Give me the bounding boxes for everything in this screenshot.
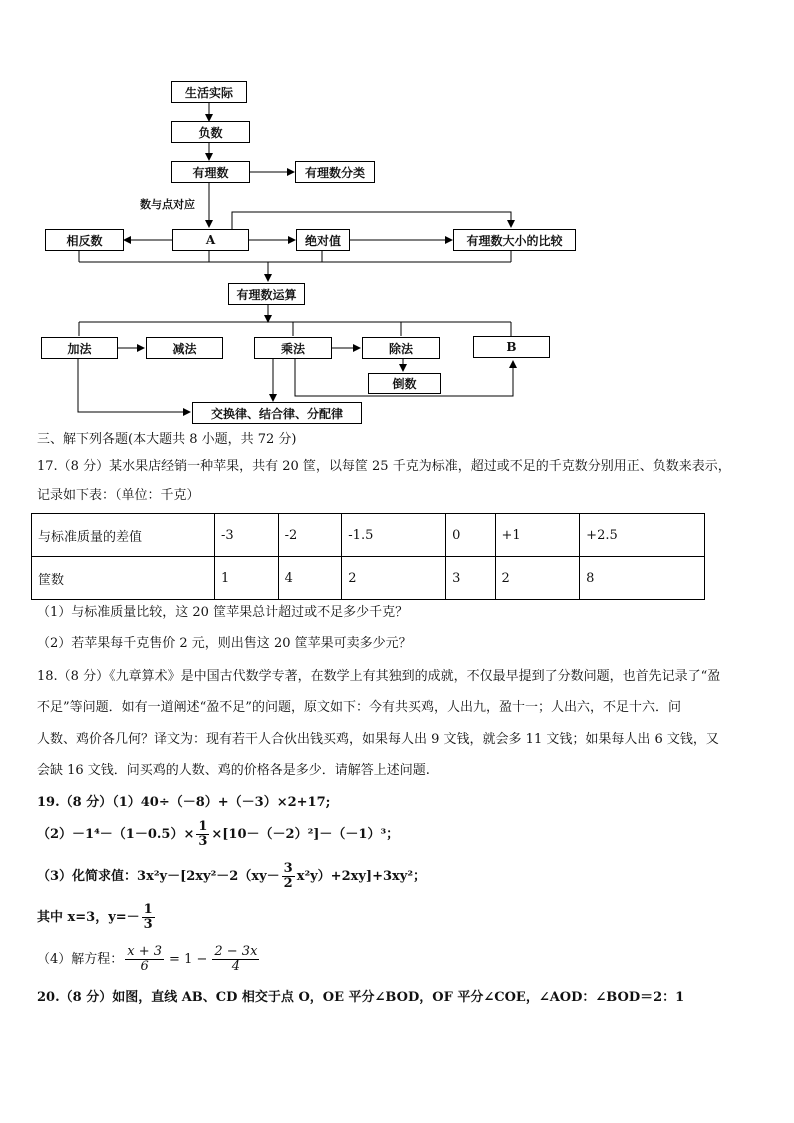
box-laws-label: 交换律、结合律、分配律: [210, 406, 343, 421]
fraction-denominator: 4: [231, 959, 241, 974]
table-cell: -2: [278, 514, 342, 557]
box-B-label: B: [506, 340, 517, 354]
table-cell: 筐数: [32, 557, 215, 600]
q19-part3-pre: （3）化简求值：3x²y－[2xy²－2（xy－: [37, 869, 280, 884]
box-divide: [362, 337, 440, 359]
fraction: [196, 820, 209, 849]
box-B: [473, 336, 550, 358]
box-divide-label: 除法: [388, 341, 413, 356]
fraction-numerator: x + 3: [127, 944, 163, 959]
box-add-label: 加法: [67, 341, 92, 356]
q19-part3-condition: [37, 903, 157, 932]
box-absolute-label: 绝对值: [304, 233, 341, 248]
box-rational-label: 有理数: [192, 165, 229, 180]
box-classification: [295, 161, 375, 183]
fraction-numerator: 3: [283, 861, 293, 876]
box-opposite: [45, 229, 124, 251]
box-multiply-label: 乘法: [280, 341, 305, 356]
fraction-numerator: 2 − 3x: [214, 944, 258, 959]
table-cell: -3: [215, 514, 279, 557]
q19-part4: [37, 945, 261, 974]
fraction-numerator: 1: [198, 819, 208, 834]
fraction-denominator: 6: [140, 959, 149, 974]
table-cell: 与标准质量的差值: [32, 514, 215, 557]
q18-line1: 18.（8 分）《九章算术》是中国古代数学专著，在数学上有其独到的成就，不仅最早提到了分数问题，也首先记录了“盈: [37, 669, 721, 684]
q18-line4: 会缺 16 文钱．问买鸡的人数、鸡的价格各是多少．请解答上述问题.: [37, 763, 430, 778]
table-cell: 8: [580, 557, 705, 600]
box-A: [172, 229, 249, 251]
table-cell: 2: [342, 557, 446, 600]
knowledge-flowchart: [0, 0, 794, 430]
q19-part2: [37, 820, 399, 849]
box-multiply: [254, 337, 332, 359]
table-cell: 3: [446, 557, 495, 600]
box-life-label: 生活实际: [184, 85, 233, 100]
q17-table: [31, 513, 705, 600]
box-opposite-label: 相反数: [66, 233, 103, 248]
box-operations-label: 有理数运算: [236, 287, 297, 302]
q19-part2-post: ×[10－（－2）²]－（－1）³；: [211, 827, 400, 842]
box-compare-label: 有理数大小的比较: [466, 233, 563, 248]
box-operations: [228, 283, 305, 305]
fraction-numerator: 1: [143, 902, 153, 917]
flowchart-connectors: [0, 0, 794, 430]
number-line-label: 数与点对应: [140, 198, 195, 211]
table-cell: 1: [215, 557, 279, 600]
box-subtract: [146, 337, 223, 359]
box-classification-label: 有理数分类: [304, 165, 365, 180]
table-cell: 0: [446, 514, 495, 557]
box-compare: [453, 229, 576, 251]
fraction-denominator: 3: [198, 834, 208, 849]
q20-stem: 20.（8 分）如图，直线 AB、CD 相交于点 O，OE 平分∠BOD，OF 平分∠COE，∠AOD：∠BOD＝2：1: [37, 990, 685, 1005]
q18-line3: 人数、鸡价各几何？译文为：现有若干人合伙出钱买鸡，如果每人出 9 文钱，就会多 11 文钱；如果每人出 6 文钱，又: [37, 732, 719, 747]
box-negative-label: 负数: [198, 125, 223, 140]
q17-sub2: （2）若苹果每千克售价 2 元，则出售这 20 筐苹果可卖多少元？: [37, 636, 412, 651]
section-heading: 三、解下列各题(本大题共 8 小题，共 72 分): [37, 432, 297, 447]
box-negative: [171, 121, 250, 143]
fraction: [282, 862, 295, 891]
fraction: [125, 945, 164, 974]
table-row: [32, 557, 705, 600]
q19-part3: [37, 862, 426, 891]
table-cell: 2: [495, 557, 580, 600]
q17-stem-line1: 17.（8 分）某水果店经销一种苹果，共有 20 筐，以每筐 25 千克为标准，超过或不足的千克数分别用正、负数来表示，: [37, 459, 731, 474]
fraction: [142, 903, 155, 932]
fraction: [212, 945, 259, 974]
box-add: [41, 337, 118, 359]
table-cell: +1: [495, 514, 580, 557]
box-absolute: [296, 229, 350, 251]
table-cell: 4: [278, 557, 342, 600]
q19-condition-pre: 其中 x=3，y=－: [37, 910, 140, 925]
fraction-denominator: 3: [143, 917, 153, 932]
box-subtract-label: 减法: [172, 341, 197, 356]
table-cell: +2.5: [580, 514, 705, 557]
box-reciprocal: [368, 373, 441, 394]
table-cell: -1.5: [342, 514, 446, 557]
box-reciprocal-label: 倒数: [392, 377, 417, 391]
box-laws: [192, 402, 362, 424]
table-row: [32, 514, 705, 557]
q19-part4-mid: = 1 −: [169, 952, 208, 967]
box-A-label: A: [205, 233, 216, 247]
fraction-denominator: 2: [283, 876, 293, 891]
q19-part1: 19.（8 分）（1）40÷（－8）+（－3）×2+17;: [37, 795, 331, 810]
q19-part2-pre: （2）－1⁴－（1－0.5）×: [37, 827, 195, 842]
q19-part4-pre: （4）解方程：: [37, 952, 124, 967]
q17-sub1: （1）与标准质量比较，这 20 筐苹果总计超过或不足多少千克？: [37, 605, 409, 620]
q18-line2: 不足”等问题．如有一道阐述“盈不足”的问题，原文如下：今有共买鸡，人出九，盈十一；人出六，不足十六．问: [37, 700, 681, 715]
box-life: [171, 81, 247, 103]
q17-stem-line2: 记录如下表：（单位：千克）: [37, 488, 200, 503]
q19-part3-post: x²y）+2xy]+3xy²；: [296, 869, 427, 884]
box-rational: [171, 161, 250, 183]
